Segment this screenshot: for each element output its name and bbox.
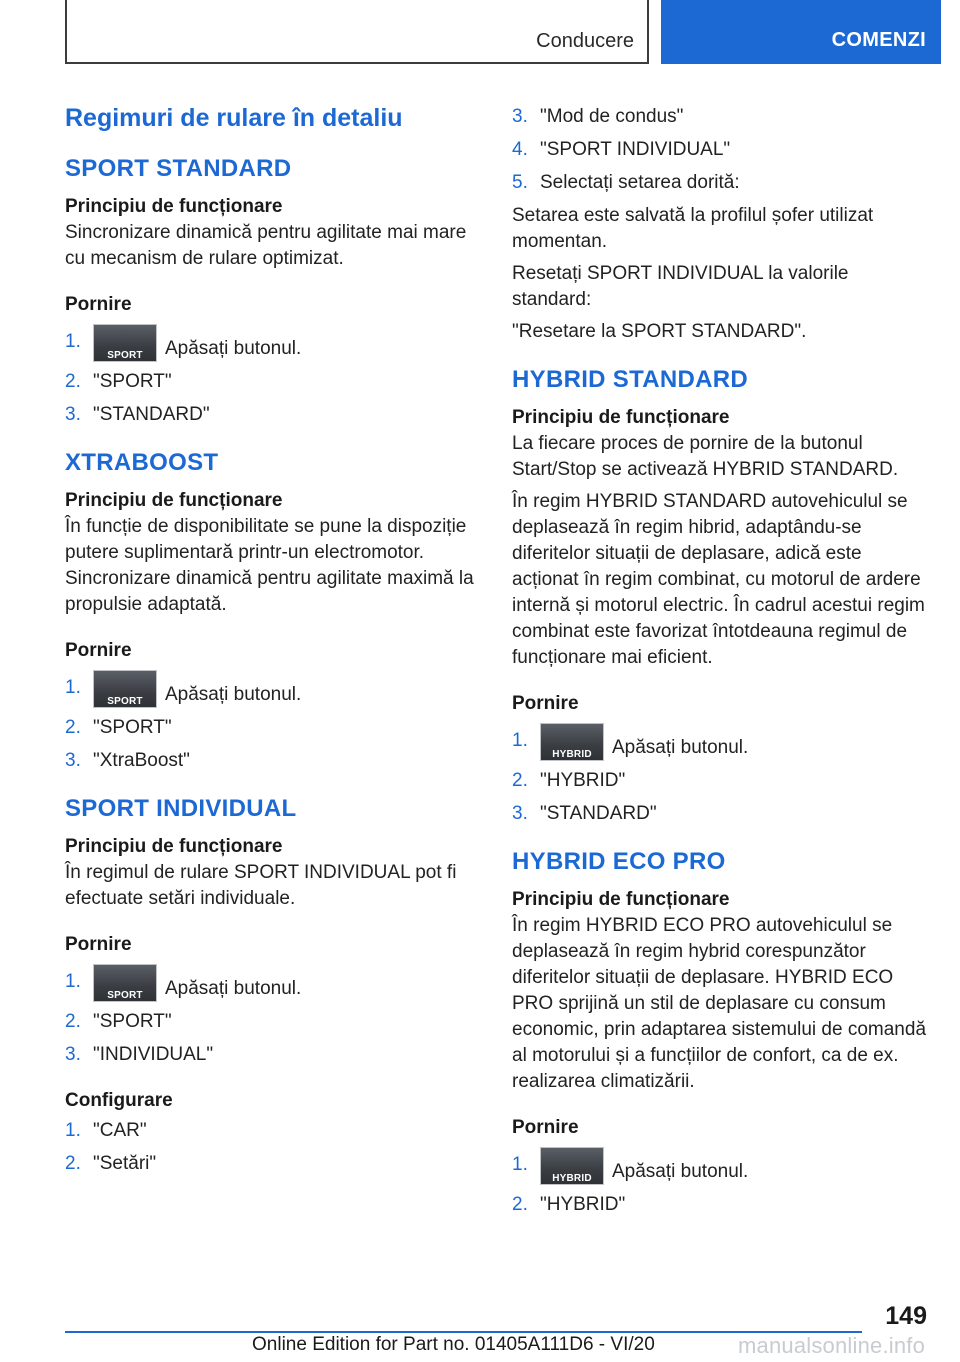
step-number: 2. [65, 1153, 81, 1174]
hybrid-standard-steps [512, 721, 930, 827]
step-number: 4. [512, 139, 528, 160]
step-text: "HYBRID" [540, 770, 626, 791]
step-number: 2. [65, 717, 81, 738]
hybrid-standard-principle-text-1: La fiecare proces de pornire de la butonul Start/Stop se activează HYBRID STANDARD. [512, 433, 899, 480]
xtraboost-principle-title: Principiu de funcționare [65, 490, 283, 511]
hybrid-button-icon [540, 723, 604, 761]
button-icon-label: SPORT [107, 350, 143, 361]
sport-button-icon [93, 964, 157, 1002]
sport-individual-principle-text: În regimul de rulare SPORT INDIVIDUAL pot fi efectuate setări individuale. [65, 862, 457, 909]
xtraboost-steps [65, 668, 483, 774]
hybrid-eco-pro-pornire-title: Pornire [512, 1117, 579, 1138]
step-number: 5. [512, 172, 528, 193]
list-item [512, 170, 930, 196]
xtraboost-pornire-title: Pornire [65, 640, 132, 661]
list-item [65, 715, 483, 741]
right-column [512, 104, 930, 1225]
hybrid-standard-heading: HYBRID STANDARD [512, 366, 749, 393]
sport-individual-heading: SPORT INDIVIDUAL [65, 795, 297, 822]
reset-option: "Resetare la SPORT STANDARD". [512, 321, 807, 342]
step-text: "STANDARD" [540, 803, 657, 824]
step-number: 3. [512, 106, 528, 127]
step-text: Apăsați butonul. [612, 1161, 749, 1182]
page-number: 149 [885, 1302, 927, 1330]
hybrid-eco-pro-principle-text: În regim HYBRID ECO PRO autovehiculul se deplasează în regim hybrid corespunzător diferitelor situații de deplasare. HYBRID ECO PRO sprijină un stil de deplasare cu consum economic, prin adaptarea sistemului de comandă al motorului și a funcțiilor de confort, ca de ex. realizarea climatizării. [512, 915, 927, 1092]
step-number: 2. [512, 770, 528, 791]
step-text: "SPORT INDIVIDUAL" [540, 139, 731, 160]
saved-text: Setarea este salvată la profilul șofer utilizat momentan. [512, 205, 874, 252]
step-number: 2. [512, 1194, 528, 1215]
step-text: Apăsați butonul. [165, 978, 302, 999]
header-tab[interactable] [661, 0, 941, 64]
xtraboost-principle-text: În funcție de disponibilitate se pune la dispoziție putere suplimentară printr-un electromotor. Sincronizare dinamică pentru agilitate maximă la propulsie adaptată. [65, 516, 474, 615]
step-text: "SPORT" [93, 371, 172, 392]
step-text: Apăsați butonul. [612, 737, 749, 758]
config-steps [65, 1118, 483, 1177]
header-section-title: Conducere [536, 30, 634, 52]
hybrid-eco-pro-steps [512, 1145, 930, 1218]
hybrid-standard-pornire-title: Pornire [512, 693, 579, 714]
list-item [512, 137, 930, 163]
sport-individual-pornire-title: Pornire [65, 934, 132, 955]
list-item [65, 1118, 483, 1144]
list-item [65, 1042, 483, 1068]
list-item [65, 322, 483, 362]
list-item [65, 369, 483, 395]
page-title: Regimuri de rulare în detaliu [65, 104, 403, 132]
hybrid-standard-principle-title: Principiu de funcționare [512, 407, 730, 428]
watermark: manualsonline.info [738, 1333, 926, 1358]
step-number: 3. [65, 404, 81, 425]
sport-button-icon [93, 324, 157, 362]
header-tab-label: COMENZI [831, 29, 926, 51]
step-number: 3. [65, 1044, 81, 1065]
xtraboost-heading: XTRABOOST [65, 449, 219, 476]
step-number: 2. [65, 1011, 81, 1032]
list-item [512, 104, 930, 130]
list-item [512, 801, 930, 827]
step-number: 3. [65, 750, 81, 771]
step-number: 1. [512, 1154, 528, 1175]
list-item [512, 1145, 930, 1185]
sport-individual-steps [65, 962, 483, 1068]
step-number: 3. [512, 803, 528, 824]
footer-edition-text: Online Edition for Part no. 01405A111D6 - VI/20 [252, 1334, 655, 1355]
button-icon-label: HYBRID [552, 749, 592, 760]
button-icon-label: SPORT [107, 696, 143, 707]
button-icon-label: HYBRID [552, 1173, 592, 1184]
sport-standard-principle-text: Sincronizare dinamică pentru agilitate mai mare cu mecanism de rulare optimizat. [65, 222, 467, 269]
step-number: 1. [65, 971, 81, 992]
list-item [65, 1009, 483, 1035]
left-column [65, 100, 483, 1184]
reset-text: Resetați SPORT INDIVIDUAL la valorile standard: [512, 263, 849, 310]
hybrid-standard-principle-text-2: În regim HYBRID STANDARD autovehiculul se deplasează în regim hibrid, adaptându-se diferitelor situații de deplasare, adică este acționat în regim combinat, cu motorul de ardere internă și motorul electric. În cadrul acestui regim combinat este favorizat întotdeauna regimul de funcționare mai eficient. [512, 491, 925, 668]
step-number: 2. [65, 371, 81, 392]
step-text: "XtraBoost" [93, 750, 190, 771]
list-item [65, 402, 483, 428]
sport-standard-steps [65, 322, 483, 428]
list-item [512, 721, 930, 761]
list-item [65, 748, 483, 774]
step-text: "HYBRID" [540, 1194, 626, 1215]
sport-individual-principle-title: Principiu de funcționare [65, 836, 283, 857]
header-section-box [65, 0, 649, 64]
step-number: 1. [65, 1120, 81, 1141]
sport-standard-pornire-title: Pornire [65, 294, 132, 315]
sport-standard-heading: SPORT STANDARD [65, 155, 292, 182]
step-number: 1. [512, 730, 528, 751]
step-text: "SPORT" [93, 717, 172, 738]
step-text: "SPORT" [93, 1011, 172, 1032]
step-text: Selectați setarea dorită: [540, 172, 740, 193]
button-icon-label: SPORT [107, 990, 143, 1001]
sport-button-icon [93, 670, 157, 708]
list-item [65, 1151, 483, 1177]
step-text: "INDIVIDUAL" [93, 1044, 214, 1065]
hybrid-eco-pro-principle-title: Principiu de funcționare [512, 889, 730, 910]
step-text: "Mod de condus" [540, 106, 684, 127]
step-text: Apăsați butonul. [165, 338, 302, 359]
step-text: "CAR" [93, 1120, 147, 1141]
step-text: "STANDARD" [93, 404, 210, 425]
step-text: "Setări" [93, 1153, 157, 1174]
step-number: 1. [65, 331, 81, 352]
step-text: Apăsați butonul. [165, 684, 302, 705]
list-item [65, 962, 483, 1002]
sport-standard-principle-title: Principiu de funcționare [65, 196, 283, 217]
list-item [512, 768, 930, 794]
config-steps-continued [512, 104, 930, 196]
list-item [65, 668, 483, 708]
hybrid-eco-pro-heading: HYBRID ECO PRO [512, 848, 726, 875]
step-number: 1. [65, 677, 81, 698]
hybrid-button-icon [540, 1147, 604, 1185]
list-item [512, 1192, 930, 1218]
config-title: Configurare [65, 1090, 173, 1111]
